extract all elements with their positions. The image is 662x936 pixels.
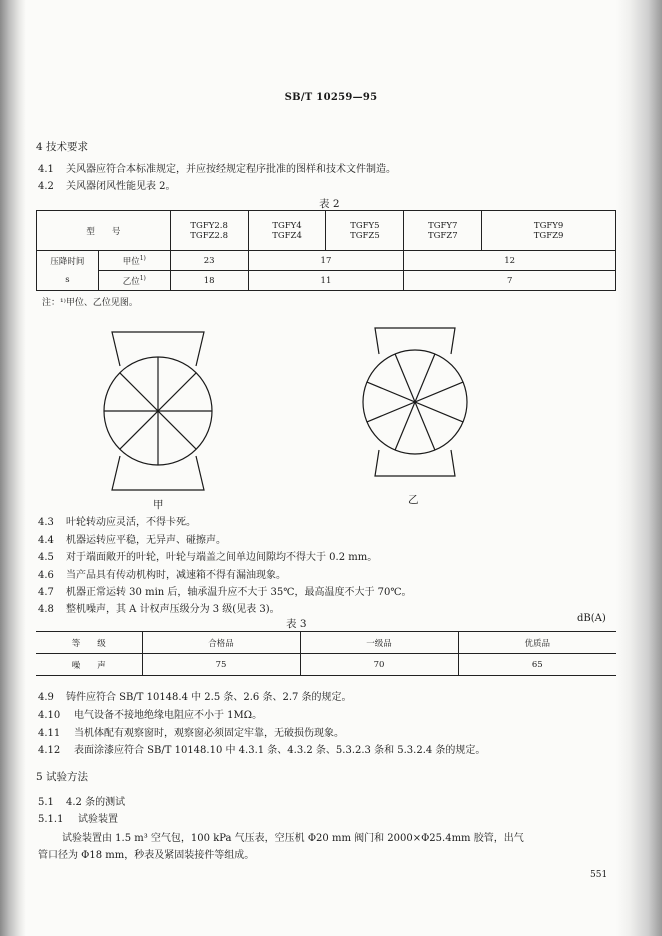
clause-number: 4.4 (38, 535, 54, 546)
clause-number: 4.12 (38, 745, 61, 756)
table-3-header: 优质品 (458, 632, 616, 654)
table-2-header-row (37, 211, 616, 251)
table-2-row-b (37, 271, 616, 291)
table-3-row-label: 噪 声 (36, 654, 142, 676)
model-name: TGFZ2.8 (190, 230, 229, 241)
table-3 (36, 631, 616, 676)
clause-number: 4.10 (38, 710, 61, 721)
clause-text: 当产品具有传动机构时，减速箱不得有漏油现象。 (66, 570, 286, 581)
clause-text: 当机体配有观察窗时，观察窗必须固定牢靠，无破损伤现象。 (74, 728, 344, 739)
figure-b-label: 乙 (408, 494, 419, 506)
clause-text: 机器正常运转 30 min 后，轴承温升应不大于 35℃，最高温度不大于 70℃。 (66, 587, 412, 598)
clause-number: 4.3 (38, 517, 54, 528)
page-number: 551 (590, 870, 608, 880)
table-2-row-header-top: 压降时间 (37, 251, 99, 271)
table-3-row (36, 654, 616, 676)
clause-text: 机器运转应平稳，无异声、碰擦声。 (66, 535, 226, 546)
table-2-cell: 12 (404, 251, 616, 271)
table-2-model-cell (404, 211, 482, 251)
table-3-cell: 75 (142, 654, 300, 676)
clause-text: 表面涂漆应符合 SB/T 10148.10 中 4.3.1 条、4.3.2 条、5.3.2.3 条和 5.3.2.4 条的规定。 (74, 745, 486, 756)
clause-4-1-number: 4.1 (38, 164, 54, 175)
table-3-cell: 65 (458, 654, 616, 676)
model-name: TGFY2.8 (190, 220, 228, 231)
table-2-cell: 11 (248, 271, 404, 291)
clause-number: 4.11 (38, 728, 61, 739)
model-name: TGFZ7 (427, 230, 458, 241)
table-2-model-cell (248, 211, 326, 251)
table-3-cell: 70 (300, 654, 458, 676)
clause-text: 整机噪声，其 A 计权声压级分为 3 级(见表 3)。 (66, 604, 280, 615)
model-name: TGFZ9 (533, 230, 564, 241)
clause-4-2-text: 关风器闭风性能见表 2。 (66, 181, 176, 192)
clause-5-1-number: 5.1 (38, 797, 54, 808)
table-2-cell: 23 (170, 251, 248, 271)
section-5-title: 5 试验方法 (36, 771, 89, 783)
clause-number: 4.6 (38, 570, 54, 581)
model-name: TGFZ5 (350, 230, 380, 241)
clause-text: 叶轮转动应灵活，不得卡死。 (66, 517, 196, 528)
table-3-unit: dB(A) (577, 613, 606, 624)
table-2-cell: 7 (404, 271, 616, 291)
clause-number: 4.7 (38, 587, 54, 598)
model-name: TGFY5 (350, 220, 380, 231)
paragraph-line: 试验装置由 1.5 m³ 空气包，100 kPa 气压表，空压机 Φ20 mm 阀门和 2000×Φ25.4mm 胶管，出气 (62, 833, 524, 844)
table-2-row-a (37, 251, 616, 271)
paragraph-line: 管口径为 Φ18 mm，秒表及紧固装接件等组成。 (38, 850, 255, 861)
scan-edge-left (0, 0, 26, 936)
figure-position-a (98, 328, 218, 496)
clause-text: 铸件应符合 SB/T 10148.4 中 2.5 条、2.6 条、2.7 条的规定。 (66, 692, 352, 703)
model-name: TGFY9 (533, 220, 564, 231)
clause-4-1-text: 关风器应符合本标准规定，并应按经规定程序批准的图样和技术文件制造。 (66, 164, 396, 175)
scan-edge-right (616, 0, 662, 936)
figure-position-b (355, 324, 475, 484)
table-3-header: 等 级 (36, 632, 142, 654)
table-2-cell: 18 (170, 271, 248, 291)
table-2 (36, 210, 616, 291)
table-3-caption: 表 3 (286, 618, 307, 630)
model-name: TGFZ4 (272, 230, 302, 241)
table-2-row-a-label (98, 251, 170, 271)
clause-number: 4.8 (38, 604, 54, 615)
label-text: 乙位 (122, 276, 140, 287)
table-3-header: 合格品 (142, 632, 300, 654)
clause-text: 对于端面敞开的叶轮，叶轮与端盖之间单边间隙均不得大于 0.2 mm。 (66, 552, 378, 563)
table-2-caption: 表 2 (319, 198, 340, 210)
table-2-model-cell (326, 211, 404, 251)
table-2-model-cell (170, 211, 248, 251)
footnote-mark: 1) (139, 254, 146, 262)
table-2-model-cell (482, 211, 616, 251)
clause-text: 电气设备不接地绝缘电阻应不小于 1MΩ。 (74, 710, 263, 721)
clause-5-1-text: 4.2 条的测试 (66, 797, 126, 808)
table-3-header: 一级品 (300, 632, 458, 654)
label-text: 甲位 (122, 256, 140, 267)
figure-a-label: 甲 (153, 499, 164, 511)
table-2-model-label: 型 号 (37, 211, 171, 251)
page-header: SB/T 10259—95 (284, 92, 378, 103)
table-2-note: 注：¹⁾甲位、乙位见图。 (42, 298, 138, 308)
clause-number: 4.9 (38, 692, 54, 703)
section-4-title: 4 技术要求 (36, 141, 89, 153)
model-name: TGFY7 (428, 220, 458, 231)
table-3-header-row (36, 632, 616, 654)
model-name: TGFY4 (272, 220, 302, 231)
clause-5-1-1-text: 试验装置 (78, 814, 118, 825)
clause-5-1-1-number: 5.1.1 (38, 814, 64, 825)
table-2-row-header-bottom: s (37, 271, 99, 291)
table-2-row-b-label (98, 271, 170, 291)
footnote-mark: 1) (139, 274, 146, 282)
clause-number: 4.5 (38, 552, 54, 563)
table-2-cell: 17 (248, 251, 404, 271)
clause-4-2-number: 4.2 (38, 181, 54, 192)
